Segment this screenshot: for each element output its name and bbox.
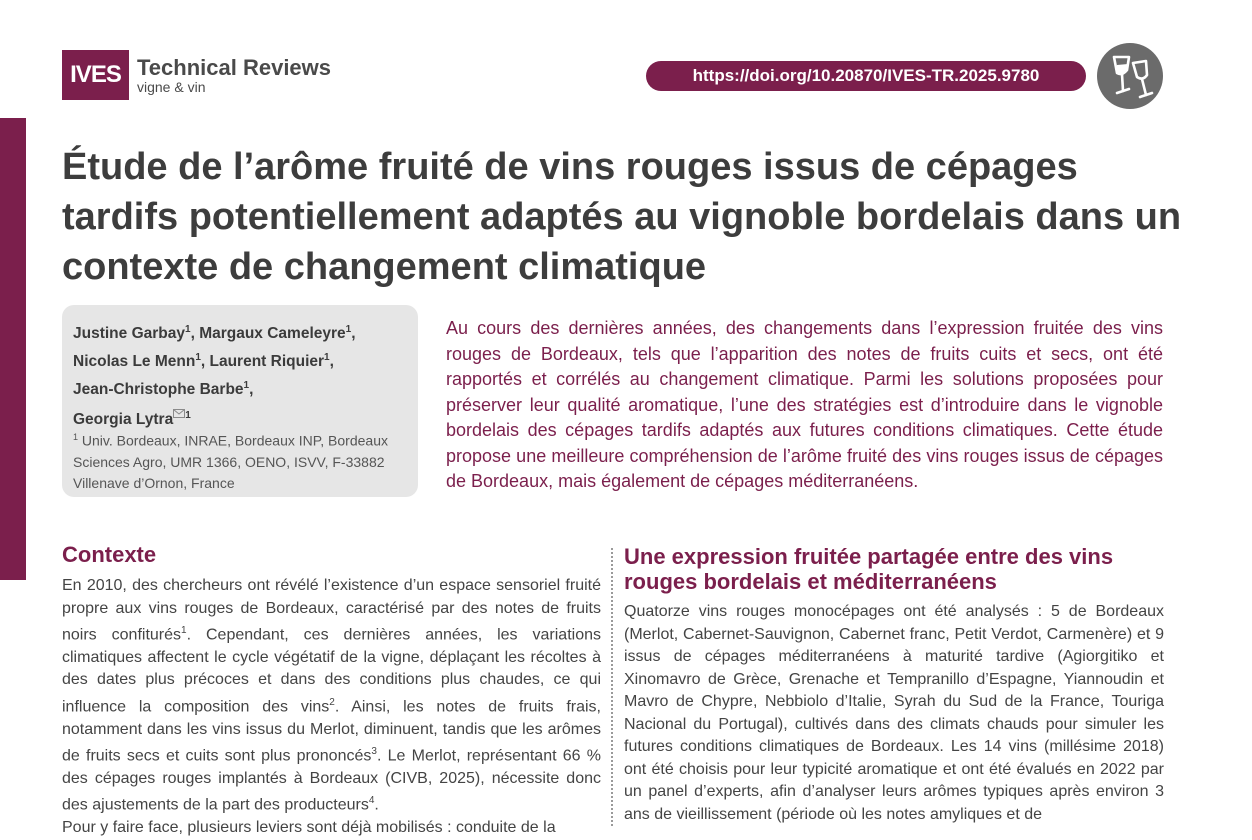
author-affiliation-sup: 1 [345,324,352,335]
ives-logo[interactable]: IVES [62,50,129,100]
author-separator: , [190,325,200,343]
brand-subtitle: vigne & vin [137,79,206,95]
author-separator: , [329,353,334,371]
affiliation-sup: 1 [73,432,79,442]
wine-glass-icon [1097,43,1163,109]
author-list [73,318,418,433]
author-separator: , [200,353,210,371]
article-title: Étude de l’arôme fruité de vins rouges issus de cépages tardifs potentiellement adaptés au vignoble bordelais dans un contexte de changement climatique [62,146,1182,288]
author-separator: , [249,381,254,399]
author-affiliation-sup: 1 [195,352,201,364]
text-run: . Le Merlot, représentant 66 % des cépages rouges implantés à Bordeaux (CIVB, 2025), nécessite donc des ajustements de la part des producteurs [62,747,601,814]
column-divider [611,548,613,826]
abstract: Au cours des dernières années, des changements dans l’expression fruitée des vins rouges de Bordeaux, tels que l’apparition des notes de fruits cuits et secs, ont été rapportés et corrélés au changement climatique. Parmi les solutions proposées pour préserver leur qualité aromatique, l’une des stratégies est d’introduire dans le vignoble bordelais des cépages tardifs adaptés aux futures conditions climatiques. Cette étude propose une meilleure compréhension de l’arôme fruité des vins rouges issus de cépages de Bordeaux, mais également de cépages méditerranéens. [446,318,1163,491]
reference-sup[interactable]: 3 [371,746,377,758]
author-affiliation-sup: 1 [324,352,330,364]
author-affiliation-sup: 1 [185,410,191,422]
text-run: . Cependant, ces dernières années, les variations climatiques affectent le cycle végétatif de la vigne, déplaçant les récoltes à des dates plus précoces et dans des conditions plus chaudes, ce qui influence la composition des vins [62,626,601,716]
affiliation [73,427,413,494]
accent-sidebar-bar [0,118,26,580]
reference-sup[interactable]: 4 [368,795,375,807]
body-column-right [624,601,1164,826]
paragraph: Pour y faire face, plusieurs leviers sont déjà mobilisés : conduite de la [62,819,556,837]
brand-title: Technical Reviews [137,55,332,80]
author-affiliation-sup: 1 [185,324,191,335]
paragraph [62,575,601,817]
body-column-left [62,575,601,840]
author-name[interactable]: Justine Garbay [73,325,185,343]
affiliation-text: Univ. Bordeaux, INRAE, Bordeaux INP, Bordeaux Sciences Agro, UMR 1366, OENO, ISVV, F-33882 Villenave d’Ornon, France [73,432,388,491]
section-heading-contexte: Contexte [62,542,157,567]
section-heading-fruity-expression: Une expression fruitée partagée entre des vins rouges bordelais et méditerranéens [624,544,1114,594]
reference-sup[interactable]: 1 [181,625,187,636]
author-affiliation-sup: 1 [243,380,250,392]
author-name[interactable]: Nicolas Le Menn [73,353,196,371]
author-name[interactable]: Laurent Riquier [209,353,325,371]
author-separator: , [351,325,356,343]
text-run: En 2010, des chercheurs ont révélé l’existence d’un espace sensoriel fruité propre aux vins rouges de Bordeaux, caractérisé par des notes de fruits noirs confiturés [62,577,601,644]
author-name[interactable]: Margaux Cameleyre [199,325,346,343]
author-name[interactable]: Georgia Lytra [73,411,174,429]
paragraph: Quatorze vins rouges monocépages ont été analysés : 5 de Bordeaux (Merlot, Cabernet-Sauvignon, Cabernet franc, Petit Verdot, Carmenère) et 9 issus de cépages méditerranéens à maturité tardive (Agiorgitiko et Xinomavro de Grèce, Grenache et Tempranillo d’Espagne, Yiannoudin et Mavro de Chypre, Nebbiolo d’Italie, Syrah du Sud de la France, Touriga Nacional du Portugal), cultivés dans des climats chauds pour simuler les futures conditions climatiques de Bordeaux. Les 14 vins (millésime 2018) ont été choisis pour leur typicité aromatique et ont été évalués en 2022 par un panel d’experts, afin d’analyser leurs arômes typiques après environ 3 ans de vieillissement (période où les notes amyliques et de [624,603,1164,823]
reference-sup[interactable]: 2 [329,696,335,708]
doi-link[interactable]: https://doi.org/10.20870/IVES-TR.2025.9780 [646,61,1086,91]
text-run: . [374,796,379,814]
author-name[interactable]: Jean-Christophe Barbe [73,381,244,399]
text-run: . Ainsi, les notes de fruits frais, notamment dans les vins issus du Merlot, diminuent, tandis que les arômes de fruits secs et cuits sont plus prononcés [62,698,601,765]
email-icon[interactable] [173,402,185,426]
